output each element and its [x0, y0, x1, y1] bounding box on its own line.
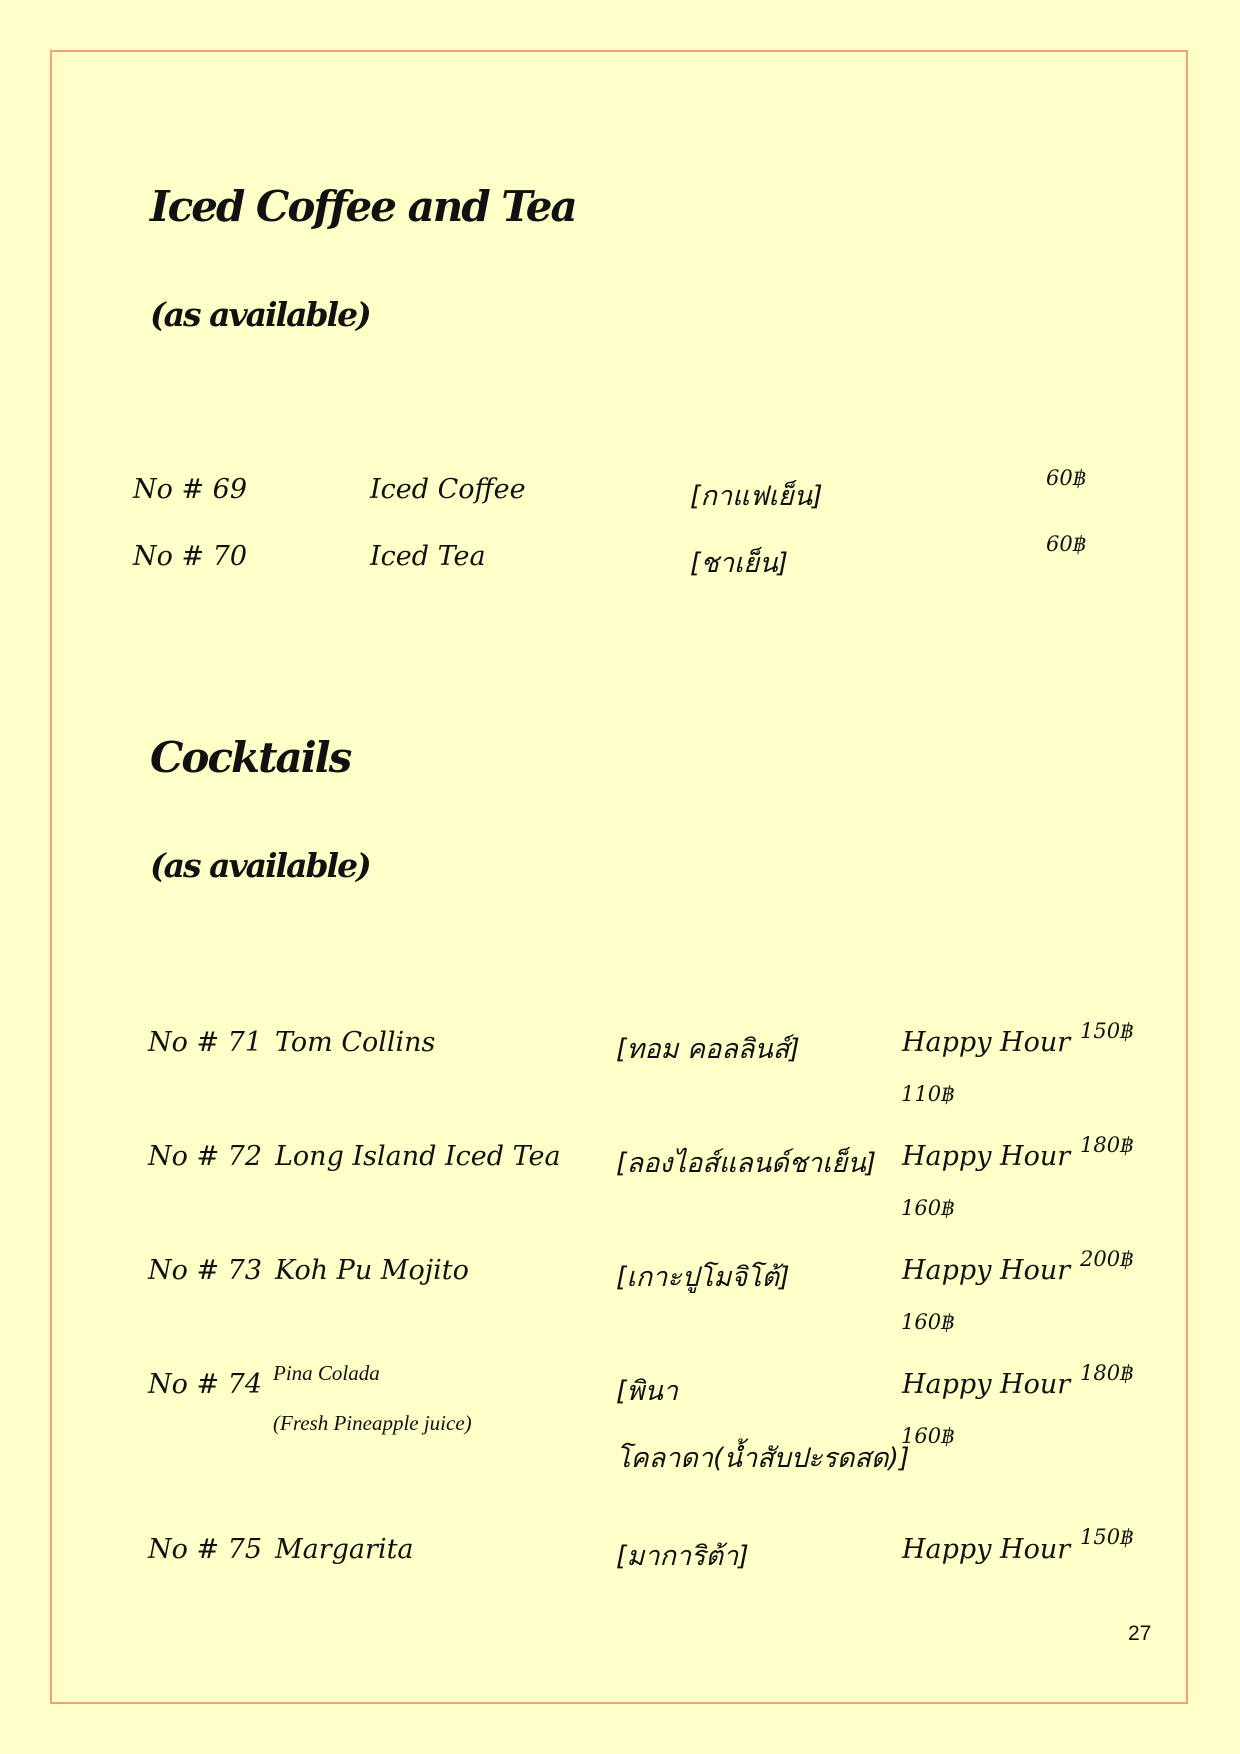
item-name: Margarita	[275, 1534, 414, 1565]
happy-hour-label: Happy Hour	[902, 1027, 1071, 1058]
item-thai-name: [ชาเย็น]	[690, 548, 789, 579]
item-number: No # 70	[133, 541, 248, 572]
happy-hour-label: Happy Hour	[902, 1369, 1071, 1400]
item-number: No # 69	[133, 474, 248, 505]
item-thai-name: [ทอม คอลลินส์]	[616, 1034, 800, 1065]
item-name: Iced Coffee	[370, 474, 526, 505]
happy-hour-label: Happy Hour	[902, 1534, 1071, 1565]
item-number: No # 75	[148, 1534, 263, 1565]
item-number: No # 72	[148, 1141, 263, 1172]
item-thai-name: [พินา	[616, 1376, 678, 1407]
happy-hour-label: Happy Hour	[902, 1255, 1071, 1286]
page-number: 27	[1128, 1622, 1152, 1645]
item-thai-name: [ลองไอส์แลนด์ชาเย็น]	[616, 1148, 877, 1179]
happy-hour-price: 160฿	[901, 1196, 955, 1220]
item-price: 150฿	[1080, 1525, 1134, 1549]
item-number: No # 71	[148, 1027, 263, 1058]
section-subtitle: (as available)	[150, 846, 370, 885]
item-price: 60฿	[1046, 466, 1087, 490]
happy-hour-price: 110฿	[901, 1082, 955, 1106]
item-name: Koh Pu Mojito	[275, 1255, 469, 1286]
item-name: Pina Colada	[273, 1361, 380, 1385]
item-thai-name: [เกาะปูโมจิโต้]	[616, 1262, 790, 1293]
item-price: 180฿	[1080, 1361, 1134, 1385]
item-price: 150฿	[1080, 1019, 1134, 1043]
happy-hour-price: 160฿	[901, 1424, 955, 1448]
item-name: Iced Tea	[370, 541, 486, 572]
section-title-cocktails: Cocktails	[150, 733, 351, 782]
item-price: 180฿	[1080, 1133, 1134, 1157]
item-number: No # 73	[148, 1255, 263, 1286]
happy-hour-price: 160฿	[901, 1310, 955, 1334]
item-thai-name-line2: โคลาดา(น้ำสับปะรดสด)]	[616, 1443, 910, 1474]
happy-hour-label: Happy Hour	[902, 1141, 1071, 1172]
item-name-note: (Fresh Pineapple juice)	[273, 1411, 472, 1435]
section-subtitle: (as available)	[150, 295, 370, 334]
item-thai-name: [มาการิต้า]	[616, 1541, 749, 1572]
item-name: Long Island Iced Tea	[275, 1141, 561, 1172]
item-name: Tom Collins	[275, 1027, 436, 1058]
item-thai-name: [กาแฟเย็น]	[690, 481, 823, 512]
item-price: 200฿	[1080, 1247, 1134, 1271]
item-price: 60฿	[1046, 532, 1087, 556]
item-number: No # 74	[148, 1369, 263, 1400]
section-title-iced-coffee-tea: Iced Coffee and Tea	[150, 182, 576, 231]
